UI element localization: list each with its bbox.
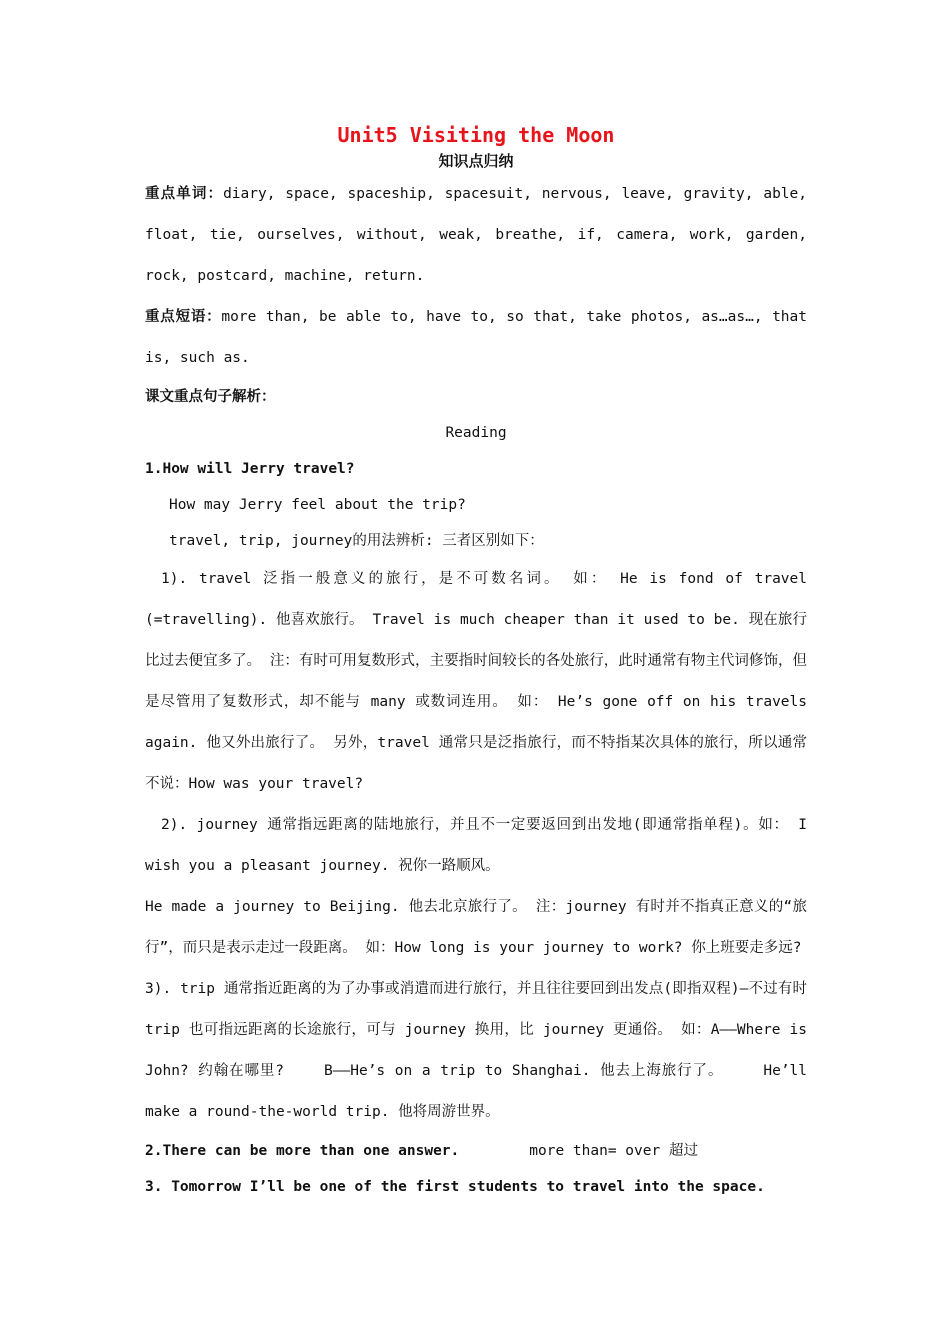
sentences-heading: 课文重点句子解析： xyxy=(145,389,276,405)
vocab-label: 重点单词： xyxy=(145,186,224,202)
phrases-text: more than, be able to, have to, so that, take photos, as…as…, that is, such as. xyxy=(145,309,807,366)
q2-note: more than= over 超过 xyxy=(529,1143,698,1159)
q1-heading: 1.How will Jerry travel? xyxy=(145,461,355,477)
journey-paragraph: 2). journey 通常指远距离的陆地旅行，并且不一定要返回到出发地(即通常指单程)。如： I wish you a pleasant journey. 祝你一路顺风。 xyxy=(145,817,807,874)
document-subtitle: 知识点归纳 xyxy=(438,152,514,170)
journey-example: He made a journey to Beijing. 他去北京旅行了。 注：journey 有时并不指真正意义的“旅行”，而只是表示走过一段距离。 如：How long is your journey to work? 你上班要走多远? xyxy=(145,899,808,956)
document-title: Unit5 Visiting the Moon xyxy=(337,123,615,147)
document-page xyxy=(145,120,807,1205)
trip-paragraph: 3). trip 通常指近距离的为了办事或消遣而进行旅行，并且往往要回到出发点(即指双程)—不过有时 trip 也可指远距离的长途旅行，可与 journey 换用，比 journey 更通俗。 如：A——Where is John? 约翰在哪里? B——He’s on a trip to Shanghai. 他去上海旅行了。 He’ll make a round-the-world trip. 他将周游世界。 xyxy=(145,981,808,1120)
q1-line2: How may Jerry feel about the trip? xyxy=(169,497,466,513)
q2-heading: 2.There can be more than one answer. xyxy=(145,1143,460,1159)
phrases-paragraph xyxy=(145,297,807,379)
q1-line3: travel, trip, journey的用法辨析: 三者区别如下： xyxy=(169,533,544,549)
section-heading: Reading xyxy=(445,425,507,441)
q2-line xyxy=(145,1133,807,1169)
phrases-label: 重点短语： xyxy=(145,309,222,325)
vocab-text: diary, space, spaceship, spacesuit, nervous, leave, gravity, able, float, tie, ourselves, without, weak, breathe, if, camera, work, garden, rock, postcard, machine, return. xyxy=(145,186,807,284)
q3-heading: 3. Tomorrow I’ll be one of the first students to travel into the space. xyxy=(145,1179,765,1195)
vocab-paragraph xyxy=(145,174,807,297)
travel-paragraph: 1). travel 泛指一般意义的旅行，是不可数名词。 如： He is fond of travel (=travelling). 他喜欢旅行。 Travel is much cheaper than it used to be. 现在旅行比过去便宜多了。 注：有时可用复数形式，主要指时间较长的各处旅行，此时通常有物主代词修饰，但是尽管用了复数形式，却不能与 many 或数词连用。 如： He’s gone off on his travels again. 他又外出旅行了。 另外，travel 通常只是泛指旅行，而不特指某次具体的旅行，所以通常不说：How was your travel? xyxy=(145,571,807,792)
